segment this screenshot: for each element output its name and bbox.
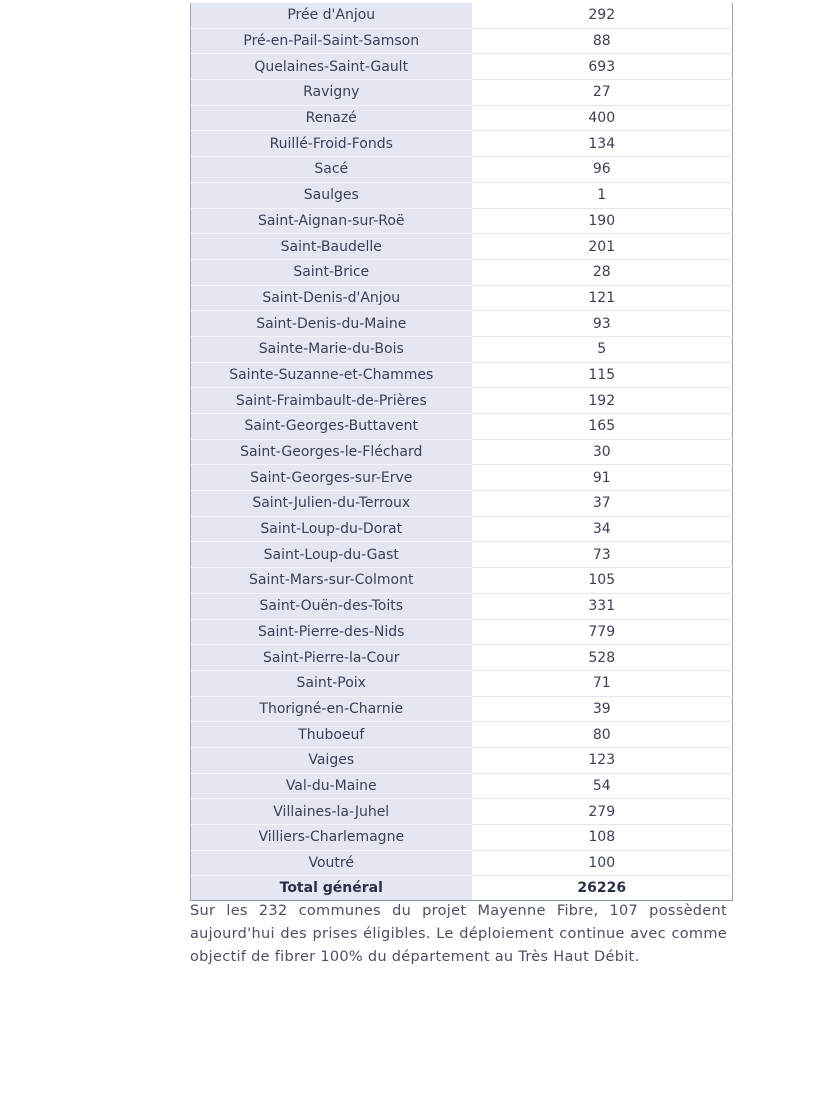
eligible-count-cell: 192	[472, 388, 733, 414]
table-row	[191, 3, 733, 28]
commune-name-cell: Ruillé-Froid-Fonds	[191, 131, 472, 157]
table-row	[191, 465, 733, 491]
commune-name-cell: Saint-Mars-sur-Colmont	[191, 568, 472, 594]
eligible-count-cell: 5	[472, 336, 733, 362]
eligible-count-cell: 292	[472, 3, 733, 28]
eligible-count-cell: 331	[472, 593, 733, 619]
commune-name-cell: Saulges	[191, 182, 472, 208]
eligible-count-cell: 121	[472, 285, 733, 311]
eligible-count-cell: 134	[472, 131, 733, 157]
commune-name-cell: Saint-Brice	[191, 259, 472, 285]
total-value-cell: 26226	[472, 876, 733, 901]
eligible-count-cell: 80	[472, 722, 733, 748]
table-row	[191, 285, 733, 311]
eligible-count-cell: 279	[472, 799, 733, 825]
eligible-count-cell: 115	[472, 362, 733, 388]
commune-name-cell: Saint-Loup-du-Gast	[191, 542, 472, 568]
table-row	[191, 773, 733, 799]
eligible-count-cell: 34	[472, 516, 733, 542]
table-row	[191, 619, 733, 645]
table-row	[191, 439, 733, 465]
commune-name-cell: Sainte-Suzanne-et-Chammes	[191, 362, 472, 388]
table-row	[191, 105, 733, 131]
commune-name-cell: Saint-Poix	[191, 670, 472, 696]
table-row	[191, 388, 733, 414]
table-row	[191, 259, 733, 285]
commune-name-cell: Quelaines-Saint-Gault	[191, 54, 472, 80]
eligible-count-cell: 54	[472, 773, 733, 799]
eligible-count-cell: 71	[472, 670, 733, 696]
eligible-count-cell: 93	[472, 311, 733, 337]
eligible-count-cell: 693	[472, 54, 733, 80]
eligible-count-cell: 165	[472, 414, 733, 440]
commune-name-cell: Saint-Pierre-la-Cour	[191, 645, 472, 671]
commune-name-cell: Sainte-Marie-du-Bois	[191, 336, 472, 362]
table-row	[191, 234, 733, 260]
summary-paragraph: Sur les 232 communes du projet Mayenne Fibre, 107 possèdent aujourd'hui des prises éligibles. Le déploiement continue avec comme objectif de fibrer 100% du département au Très Haut Débit.	[190, 903, 727, 965]
eligible-count-cell: 27	[472, 80, 733, 106]
eligible-count-cell: 108	[472, 825, 733, 851]
commune-name-cell: Villaines-la-Juhel	[191, 799, 472, 825]
communes-table-body	[191, 3, 733, 901]
commune-name-cell: Thuboeuf	[191, 722, 472, 748]
table-row	[191, 516, 733, 542]
commune-name-cell: Voutré	[191, 850, 472, 876]
table-row	[191, 311, 733, 337]
table-row	[191, 850, 733, 876]
eligible-count-cell: 37	[472, 491, 733, 517]
total-label-cell: Total général	[191, 876, 472, 901]
commune-name-cell: Saint-Pierre-des-Nids	[191, 619, 472, 645]
commune-name-cell: Renazé	[191, 105, 472, 131]
commune-name-cell: Vaiges	[191, 747, 472, 773]
commune-name-cell: Villiers-Charlemagne	[191, 825, 472, 851]
commune-name-cell: Saint-Denis-d'Anjou	[191, 285, 472, 311]
table-row	[191, 182, 733, 208]
table-row	[191, 799, 733, 825]
eligible-count-cell: 201	[472, 234, 733, 260]
eligible-count-cell: 100	[472, 850, 733, 876]
table-row	[191, 208, 733, 234]
commune-name-cell: Ravigny	[191, 80, 472, 106]
eligible-count-cell: 28	[472, 259, 733, 285]
table-row	[191, 414, 733, 440]
eligible-count-cell: 73	[472, 542, 733, 568]
eligible-count-cell: 400	[472, 105, 733, 131]
eligible-count-cell: 30	[472, 439, 733, 465]
commune-name-cell: Saint-Georges-Buttavent	[191, 414, 472, 440]
eligible-count-cell: 91	[472, 465, 733, 491]
total-row	[191, 876, 733, 901]
table-row	[191, 722, 733, 748]
commune-name-cell: Saint-Aignan-sur-Roë	[191, 208, 472, 234]
table-row	[191, 645, 733, 671]
eligible-count-cell: 1	[472, 182, 733, 208]
table-row	[191, 362, 733, 388]
table-row	[191, 747, 733, 773]
table-row	[191, 568, 733, 594]
table-row	[191, 336, 733, 362]
eligible-count-cell: 96	[472, 157, 733, 183]
table-row	[191, 670, 733, 696]
commune-name-cell: Saint-Julien-du-Terroux	[191, 491, 472, 517]
commune-name-cell: Saint-Loup-du-Dorat	[191, 516, 472, 542]
table-row	[191, 157, 733, 183]
eligible-count-cell: 779	[472, 619, 733, 645]
eligible-count-cell: 123	[472, 747, 733, 773]
commune-name-cell: Sacé	[191, 157, 472, 183]
commune-name-cell: Saint-Baudelle	[191, 234, 472, 260]
commune-name-cell: Saint-Ouën-des-Toits	[191, 593, 472, 619]
commune-name-cell: Pré-en-Pail-Saint-Samson	[191, 28, 472, 54]
commune-name-cell: Saint-Georges-le-Fléchard	[191, 439, 472, 465]
commune-name-cell: Saint-Georges-sur-Erve	[191, 465, 472, 491]
eligible-count-cell: 88	[472, 28, 733, 54]
table-row	[191, 54, 733, 80]
table-row	[191, 825, 733, 851]
eligible-count-cell: 39	[472, 696, 733, 722]
table-row	[191, 80, 733, 106]
commune-name-cell: Saint-Denis-du-Maine	[191, 311, 472, 337]
communes-table-container	[190, 3, 732, 901]
commune-name-cell: Thorigné-en-Charnie	[191, 696, 472, 722]
table-row	[191, 131, 733, 157]
eligible-count-cell: 105	[472, 568, 733, 594]
table-row	[191, 542, 733, 568]
commune-name-cell: Val-du-Maine	[191, 773, 472, 799]
commune-name-cell: Saint-Fraimbault-de-Prières	[191, 388, 472, 414]
commune-name-cell: Prée d'Anjou	[191, 3, 472, 28]
table-row	[191, 593, 733, 619]
eligible-count-cell: 528	[472, 645, 733, 671]
table-row	[191, 491, 733, 517]
eligible-count-cell: 190	[472, 208, 733, 234]
table-row	[191, 696, 733, 722]
table-row	[191, 28, 733, 54]
communes-table	[190, 3, 733, 901]
